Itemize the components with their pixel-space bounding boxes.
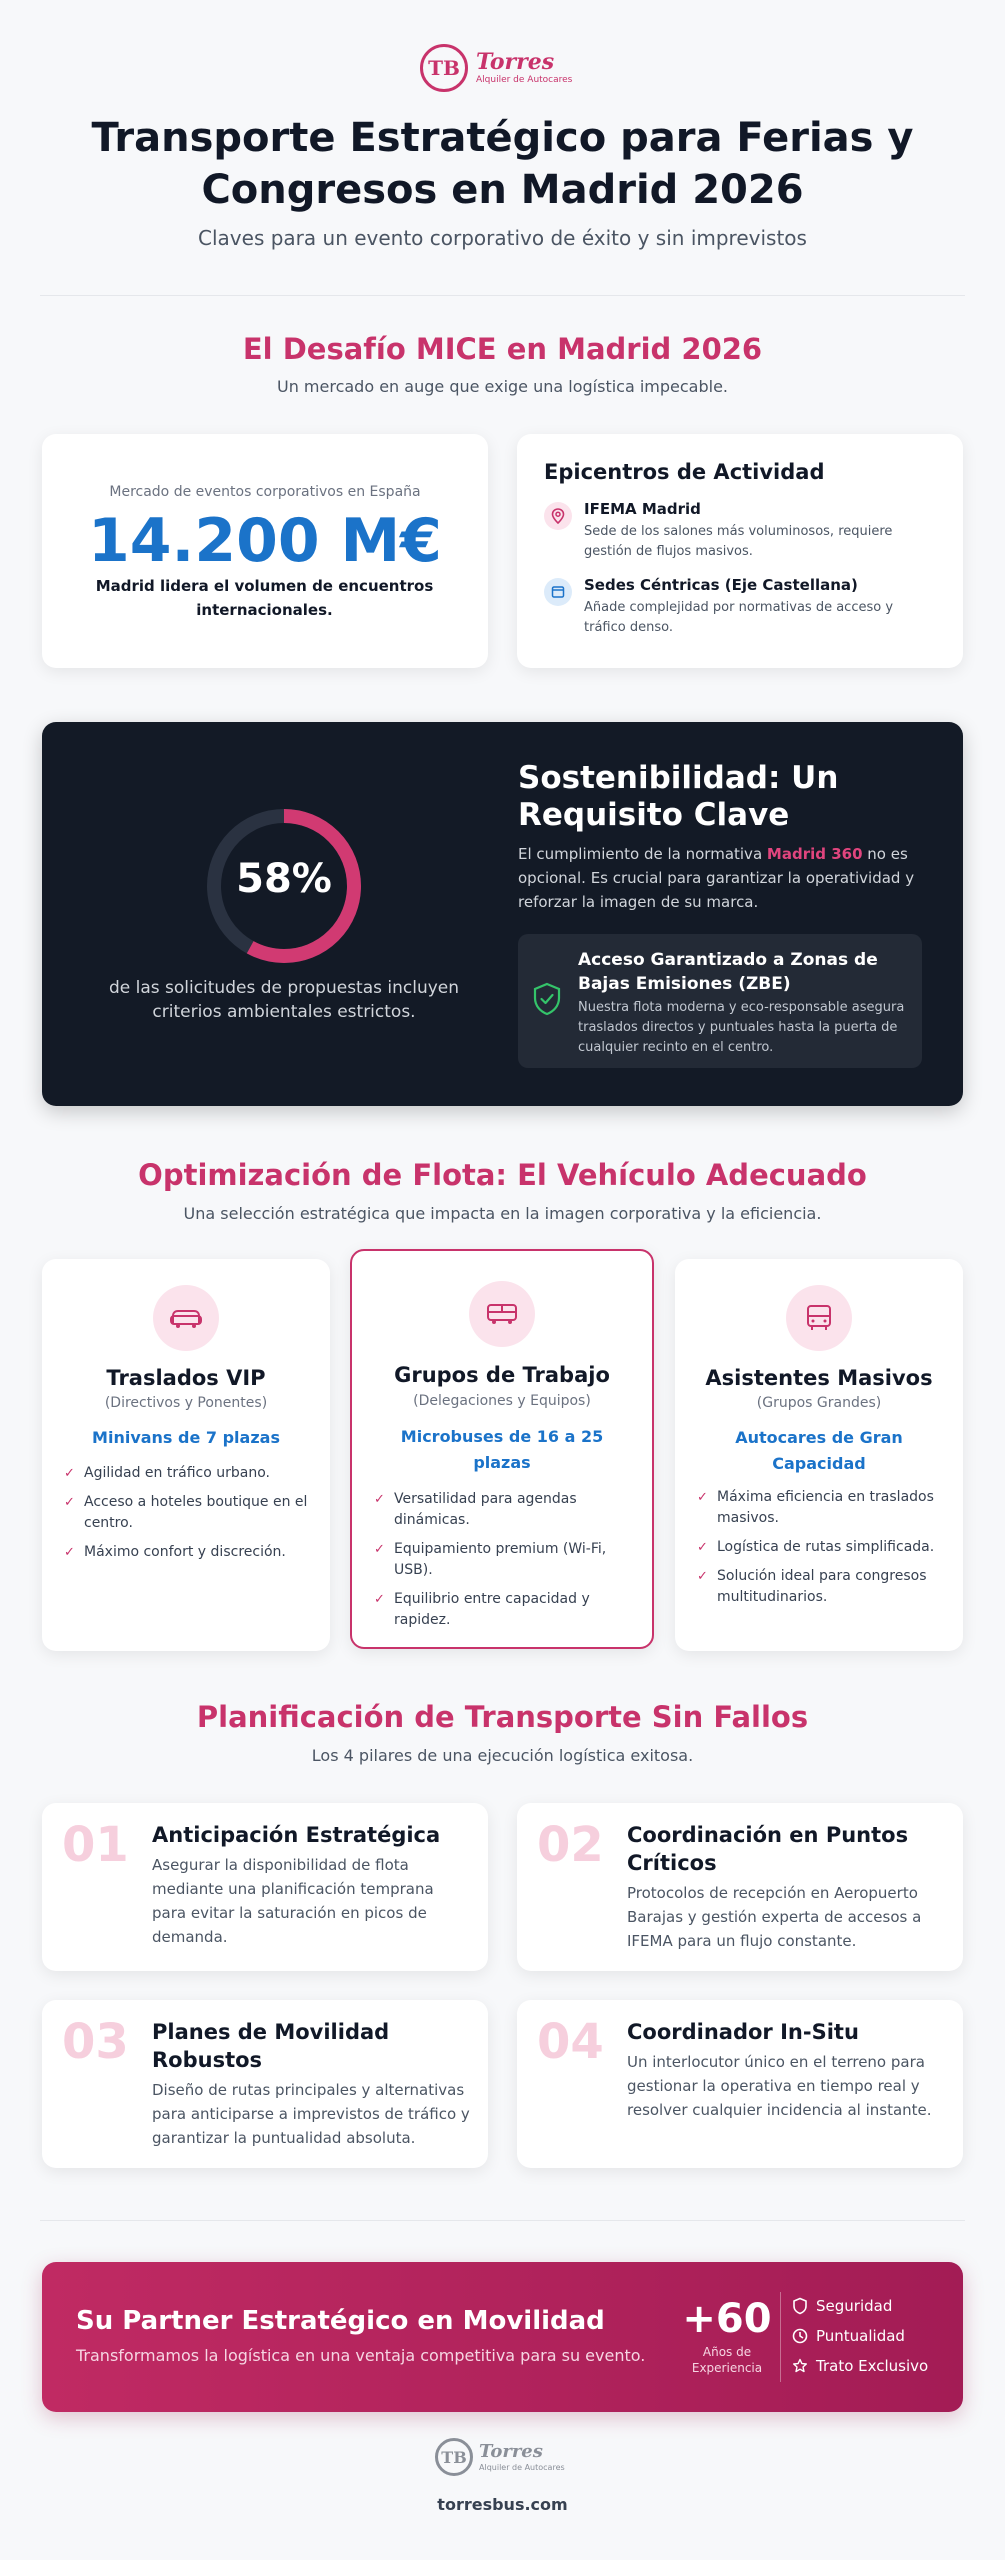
logo-name: Torres (476, 49, 555, 75)
clock-icon (792, 2328, 808, 2344)
zbe-title: Acceso Garantizado a Zonas de Bajas Emisiones (ZBE) (578, 950, 878, 994)
section-title-fleet: Optimización de Flota: El Vehículo Adecuado (138, 1158, 867, 1192)
section-title-mice: El Desafío MICE en Madrid 2026 (242, 332, 763, 366)
epicenter-item (544, 500, 939, 570)
epicenter-desc: Sede de los salones más voluminosos, requiere gestión de flujos masivos. (584, 524, 893, 559)
shield-icon (792, 2297, 808, 2315)
section-subtitle-mice: Un mercado en auge que exige una logística impecable. (276, 377, 729, 396)
partner-banner (42, 2262, 963, 2412)
fleet-features (374, 1489, 632, 1639)
fleet-card-massive (675, 1259, 963, 1651)
logo-tagline: Alquiler de Autocares (479, 2462, 565, 2472)
partner-feature: Puntualidad (792, 2324, 952, 2348)
pillar-desc: Asegurar la disponibilidad de flota mediante una planificación temprana para evitar la saturación en picos de demanda. (152, 1856, 434, 1946)
check-icon: ✓ (697, 1490, 708, 1505)
check-icon: ✓ (374, 1592, 385, 1607)
pillar-title: Coordinación en Puntos Críticos (627, 1823, 909, 1875)
page-subtitle: Claves para un evento corporativo de éxito y sin imprevistos (198, 226, 807, 250)
fleet-feature: ✓ Equipamiento premium (Wi-Fi, USB). (374, 1541, 607, 1578)
partner-feature: Seguridad (792, 2294, 952, 2318)
check-icon: ✓ (64, 1495, 75, 1510)
epicenter-desc: Añade complejidad por normativas de acceso y tráfico denso. (584, 600, 894, 635)
fleet-model: Autocares de Gran Capacidad (735, 1428, 903, 1473)
fleet-feature: ✓ Versatilidad para agendas dinámicas. (374, 1491, 577, 1528)
check-icon: ✓ (697, 1569, 708, 1584)
map-pin-icon (544, 502, 572, 530)
check-icon: ✓ (374, 1542, 385, 1557)
pillar-card (517, 2000, 963, 2168)
pillar-desc: Un interlocutor único en el terreno para gestionar la operativa en tiempo real y resolver cualquier incidencia al instante. (627, 2053, 932, 2119)
sustainability-panel (42, 722, 963, 1106)
fleet-model: Minivans de 7 plazas (92, 1428, 280, 1447)
pillar-desc: Protocolos de recepción en Aeropuerto Barajas y gestión experta de accesos a IFEMA para un flujo constante. (627, 1884, 922, 1950)
section-subtitle-planning: Los 4 pilares de una ejecución logística exitosa. (311, 1746, 694, 1765)
divider (40, 2220, 965, 2221)
fleet-name: Grupos de Trabajo (394, 1363, 610, 1387)
market-note: Madrid lidera el volumen de encuentros internacionales. (95, 577, 434, 619)
zbe-desc: Nuestra flota moderna y eco-responsable asegura traslados directos y puntuales hasta la puerta de cualquier recinto en el centro. (578, 1000, 905, 1055)
pillar-desc: Diseño de rutas principales y alternativas para anticiparse a imprevistos de tráfico y garantizar la puntualidad absoluta. (152, 2081, 470, 2147)
pillar-title: Planes de Movilidad Robustos (152, 2020, 390, 2072)
epicenters-card (517, 434, 963, 668)
microbus-icon (469, 1281, 535, 1347)
fleet-name: Traslados VIP (106, 1366, 266, 1390)
fleet-features (64, 1463, 310, 1571)
years-value: +60 (682, 2296, 772, 2342)
epicenter-name: IFEMA Madrid (584, 500, 701, 518)
star-icon (792, 2358, 808, 2374)
zbe-box (518, 934, 922, 1068)
market-value: 14.200 M€ (88, 506, 442, 576)
building-icon (544, 578, 572, 606)
pillar-title: Coordinador In-Situ (627, 2020, 859, 2044)
pillar-number: 03 (62, 2014, 129, 2070)
logo-tagline: Alquiler de Autocares (476, 75, 573, 85)
madrid-360-highlight: Madrid 360 (766, 845, 863, 863)
footer-url-link[interactable]: torresbus.com (437, 2495, 568, 2514)
pillar-card (42, 1803, 488, 1971)
pillar-number: 02 (537, 1817, 604, 1873)
pillar-card (517, 1803, 963, 1971)
fleet-feature: ✓ Máxima eficiencia en traslados masivos. (697, 1489, 934, 1526)
coach-icon (786, 1285, 852, 1351)
fleet-subtitle: (Grupos Grandes) (756, 1395, 882, 1411)
check-icon: ✓ (697, 1540, 708, 1555)
check-icon: ✓ (64, 1545, 75, 1560)
divider (780, 2292, 781, 2382)
footer-logo[interactable] (435, 2434, 575, 2480)
fleet-card-groups (350, 1249, 654, 1649)
logo-mark-icon: TB (420, 44, 468, 92)
sustainability-title: Sostenibilidad: Un Requisito Clave (518, 760, 839, 833)
years-label: Años de Experiencia (691, 2345, 763, 2375)
sustainability-percent: 58% (236, 856, 332, 902)
fleet-feature: ✓ Acceso a hoteles boutique en el centro. (64, 1494, 308, 1531)
pillar-card (42, 2000, 488, 2168)
epicenters-title: Epicentros de Actividad (544, 460, 825, 484)
fleet-feature: ✓ Equilibrio entre capacidad y rapidez. (374, 1591, 590, 1628)
epicenter-item (544, 576, 939, 646)
minivan-icon (153, 1285, 219, 1351)
pillar-number: 04 (537, 2014, 604, 2070)
market-label: Mercado de eventos corporativos en España (109, 484, 421, 500)
check-icon: ✓ (374, 1492, 385, 1507)
fleet-feature: ✓ Agilidad en tráfico urbano. (64, 1463, 310, 1484)
partner-feature: Trato Exclusivo (792, 2354, 952, 2378)
check-icon: ✓ (64, 1466, 75, 1481)
fleet-feature: ✓ Máximo confort y discreción. (64, 1542, 310, 1563)
pillar-number: 01 (62, 1817, 129, 1873)
page-title: Transporte Estratégico para Ferias y Congresos en Madrid 2026 (91, 115, 914, 213)
fleet-feature: ✓ Solución ideal para congresos multitudinarios. (697, 1568, 927, 1605)
section-subtitle-fleet: Una selección estratégica que impacta en la imagen corporativa y la eficiencia. (183, 1204, 822, 1223)
fleet-name: Asistentes Masivos (705, 1366, 933, 1390)
fleet-subtitle: (Directivos y Ponentes) (104, 1395, 268, 1411)
pillar-title: Anticipación Estratégica (152, 1823, 441, 1847)
fleet-card-vip (42, 1259, 330, 1651)
epicenter-name: Sedes Céntricas (Eje Castellana) (584, 576, 858, 594)
logo-mark-icon: TB (435, 2438, 473, 2476)
divider (40, 295, 965, 296)
shield-check-icon (532, 982, 562, 1016)
section-title-planning: Planificación de Transporte Sin Fallos (196, 1700, 809, 1734)
sustainability-text: El cumplimiento de la normativa Madrid 360 no es opcional. Es crucial para garantizar la operatividad y reforzar la imagen de su marca. (518, 845, 915, 911)
logo-name: Torres (479, 2440, 543, 2462)
fleet-features (697, 1487, 943, 1616)
partner-subtitle: Transformamos la logística en una ventaja competitiva para su evento. (76, 2346, 646, 2365)
fleet-model: Microbuses de 16 a 25 plazas (400, 1427, 604, 1472)
sustainability-caption: de las solicitudes de propuestas incluyen criterios ambientales estrictos. (108, 978, 460, 1022)
market-card (42, 434, 488, 668)
brand-logo[interactable] (420, 40, 590, 96)
fleet-feature: ✓ Logística de rutas simplificada. (697, 1537, 943, 1558)
partner-title: Su Partner Estratégico en Movilidad (76, 2306, 605, 2336)
fleet-subtitle: (Delegaciones y Equipos) (413, 1393, 591, 1409)
